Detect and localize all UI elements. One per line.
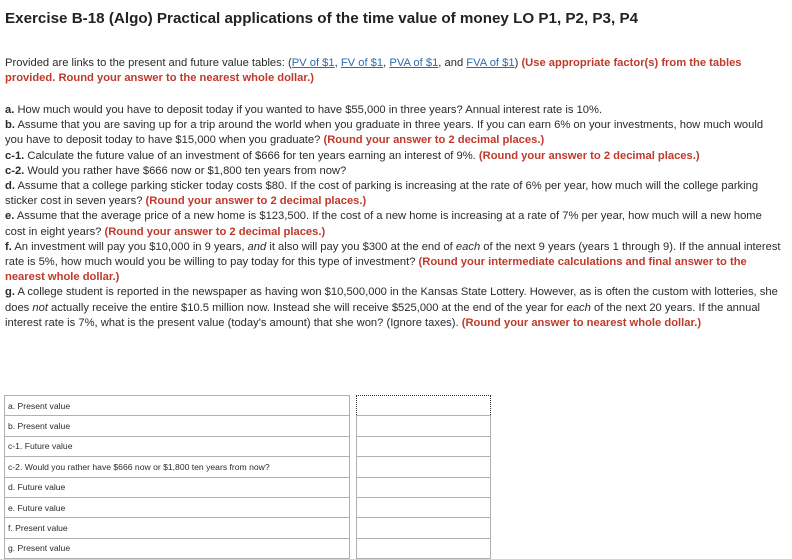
answer-label: b. Present value	[5, 416, 350, 436]
answer-label: e. Future value	[5, 497, 350, 517]
answer-cell	[357, 457, 491, 477]
answer-row-d	[5, 477, 491, 497]
rounding-note: (Round your answer to 2 decimal places.)	[478, 149, 700, 162]
answer-input-c2[interactable]	[358, 458, 493, 475]
rounding-note: (Round your answer to nearest whole dollar.)	[461, 316, 702, 329]
answer-cell	[357, 416, 491, 436]
question-text: Assume that the average price of a new home is $123,500. If the cost of a new home is increasing at a rate of 7% per year, how much will a new home cost in eight years?	[5, 210, 762, 238]
rounding-note: (Round your answer to 2 decimal places.)	[323, 134, 545, 147]
answer-input-f[interactable]	[358, 520, 493, 537]
answer-label: a. Present value	[5, 396, 350, 416]
question-label: f.	[5, 240, 12, 253]
answer-row-a	[5, 396, 491, 416]
answer-row-c1	[5, 436, 491, 456]
answer-input-g[interactable]	[358, 540, 493, 557]
question-list	[5, 103, 783, 331]
answer-label: c-1. Future value	[5, 436, 350, 456]
answer-row-b	[5, 416, 491, 436]
link-separator: ,	[383, 57, 390, 69]
fv-table-link[interactable]: FV of $1	[340, 57, 384, 69]
question-label: a.	[5, 104, 15, 116]
question-text: actually receive the entire $10.5 million now. Instead she will receive $525,000 at the end of the year for	[47, 301, 567, 314]
answer-input-a[interactable]	[358, 397, 493, 414]
question-text: Assume that you are saving up for a trip around the world when you graduate in three years. If you can earn 6% on your investments, how much would you have to deposit today to have $15,000 when you graduate?	[5, 119, 764, 147]
answer-row-e	[5, 497, 491, 517]
question-text: Would you rather have $666 now or $1,800 ten years from now?	[24, 164, 347, 177]
answer-cell	[357, 477, 491, 497]
question-text: An investment will pay you $10,000 in 9 years,	[11, 240, 248, 253]
answer-cell	[357, 396, 491, 416]
emphasis-text: not	[32, 301, 48, 314]
question-text: Assume that a college parking sticker today costs $80. If the cost of parking is increasing at the rate of 6% per year, how much will the college parking sticker cost in seven years?	[5, 180, 759, 208]
question-b	[5, 118, 783, 148]
answer-row-g	[5, 538, 491, 558]
question-label: g.	[5, 286, 15, 299]
answer-cell	[357, 518, 491, 538]
question-e	[5, 209, 783, 239]
answer-cell	[357, 497, 491, 517]
answer-input-c1[interactable]	[358, 438, 493, 455]
question-label: d.	[5, 180, 15, 193]
rounding-note: (Round your answer to 2 decimal places.)	[145, 195, 367, 208]
rounding-note: (Round your answer to 2 decimal places.)	[104, 225, 326, 238]
answer-label: f. Present value	[5, 518, 350, 538]
question-d	[5, 179, 783, 209]
pv-table-link[interactable]: PV of $1	[291, 57, 335, 69]
answer-table	[4, 395, 491, 559]
question-text: it also will pay you $300 at the end of	[266, 240, 456, 253]
exercise-title: Exercise B-18 (Algo) Practical applications of the time value of money LO P1, P2, P3, P4	[5, 10, 639, 27]
link-separator: , and	[438, 57, 467, 69]
pva-table-link[interactable]: PVA of $1	[389, 57, 439, 69]
question-g	[5, 285, 783, 331]
question-text: of the next 9 years (years 1 through 9). If the annual interest rate is 5%, how much would you be willing to pay today for this type of investment?	[5, 240, 781, 269]
question-text: of the next 20 years. If the annual interest rate is 7%, what is the present value (today's amount) that she won? (Ignore taxes).	[5, 301, 761, 329]
intro-paragraph	[5, 56, 783, 86]
question-text: How much would you have to deposit today if you wanted to have $55,000 in three years? Annual interest rate is 10%.	[14, 104, 603, 116]
question-a	[5, 103, 783, 118]
answer-row-c2	[5, 457, 491, 477]
question-f	[5, 240, 783, 286]
answer-input-e[interactable]	[358, 499, 493, 516]
question-label: e.	[5, 210, 15, 223]
question-text: Calculate the future value of an investment of $666 for ten years earning an interest of 9%.	[24, 149, 479, 162]
answer-cell	[357, 538, 491, 558]
answer-cell	[357, 436, 491, 456]
link-separator: ,	[334, 57, 341, 69]
question-label: c-2.	[5, 164, 25, 177]
fva-table-link[interactable]: FVA of $1	[466, 57, 515, 69]
question-c1	[5, 149, 783, 164]
answer-label: g. Present value	[5, 538, 350, 558]
answer-input-d[interactable]	[358, 479, 493, 496]
intro-text: Provided are links to the present and future value tables: (	[5, 57, 292, 69]
answer-label: c-2. Would you rather have $666 now or $1,800 ten years from now?	[5, 457, 350, 477]
answer-input-b[interactable]	[358, 418, 493, 435]
question-label: c-1.	[5, 149, 25, 162]
intro-instruction: (Use appropriate factor(s) from the tables provided. Round your answer to the nearest whole dollar.)	[5, 57, 742, 84]
emphasis-text: each	[455, 240, 481, 253]
emphasis-text: and	[247, 240, 267, 253]
answer-label: d. Future value	[5, 477, 350, 497]
intro-text-close: )	[514, 57, 522, 69]
question-c2	[5, 164, 783, 179]
question-label: b.	[5, 119, 15, 132]
question-text: A college student is reported in the newspaper as having won $10,500,000 in the Kansas State Lottery. However, as is often the custom with lotteries, she does	[5, 286, 778, 314]
answer-row-f	[5, 518, 491, 538]
emphasis-text: each	[566, 301, 591, 314]
rounding-note: (Round your intermediate calculations and final answer to the nearest whole dollar.)	[5, 256, 747, 284]
